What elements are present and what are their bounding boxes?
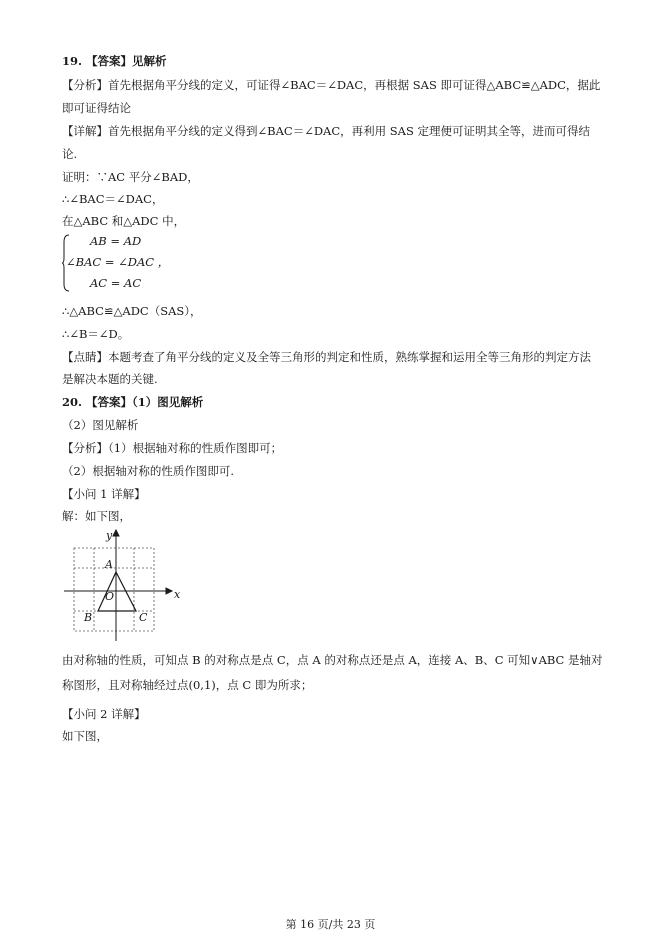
line-2: 【分析】首先根据角平分线的定义，可证得∠BAC＝∠DAC，再根据 SAS 即可证得△ABC≌△ADC，据此: [62, 78, 601, 92]
y-axis-label: y: [106, 529, 113, 542]
point-b-label: B: [84, 611, 93, 624]
origin-label: O: [105, 590, 115, 603]
system-row-2: ∠BAC = ∠DAC ，: [66, 255, 170, 269]
equation-system: [62, 234, 202, 292]
line-22: 如下图，: [62, 729, 108, 743]
line-17: 【小问 1 详解】: [62, 487, 146, 501]
line-18: 解：如下图，: [62, 509, 131, 523]
line-9: ∴△ABC≌△ADC（SAS），: [62, 304, 202, 318]
line-16: （2）根据轴对称的性质作图即可.: [62, 464, 234, 478]
line-3: 即可证得结论: [62, 101, 131, 115]
line-11: 【点睛】本题考查了角平分线的定义及全等三角形的判定和性质，熟练掌握和运用全等三角形的判定方法: [62, 350, 591, 364]
system-row-3: AC = AC: [90, 276, 142, 290]
line-7: ∴∠BAC＝∠DAC，: [62, 192, 164, 206]
line-6: 证明：∵AC 平分∠BAD，: [62, 170, 199, 184]
line-10: ∴∠B＝∠D。: [62, 327, 130, 341]
line-13: 20. 【答案】（1）图见解析: [62, 395, 204, 409]
point-a-label: A: [105, 558, 113, 571]
page-footer: 第 16 页/共 23 页: [285, 918, 376, 931]
line-19: 由对称轴的性质，可知点 B 的对称点是点 C，点 A 的对称点还是点 A，连接 A、B、C 可知∨ABC 是轴对: [62, 653, 603, 667]
line-1: 19. 【答案】见解析: [62, 54, 167, 68]
x-axis-label: x: [174, 588, 181, 601]
line-5: 论.: [62, 147, 78, 161]
coordinate-figure: [62, 526, 190, 644]
line-15: 【分析】（1）根据轴对称的性质作图即可；: [62, 441, 283, 455]
system-row-1: AB = AD: [90, 234, 142, 248]
line-12: 是解决本题的关键.: [62, 372, 158, 386]
line-21: 【小问 2 详解】: [62, 707, 146, 721]
line-4: 【详解】首先根据角平分线的定义得到∠BAC＝∠DAC，再利用 SAS 定理便可证明其全等，进而可得结: [62, 124, 591, 138]
axes: [64, 530, 172, 641]
line-8: 在△ABC 和△ADC 中，: [62, 214, 186, 228]
line-14: （2）图见解析: [62, 418, 139, 432]
point-c-label: C: [139, 611, 148, 624]
line-20: 称图形，且对称轴经过点(0,1)，点 C 即为所求；: [62, 678, 313, 692]
